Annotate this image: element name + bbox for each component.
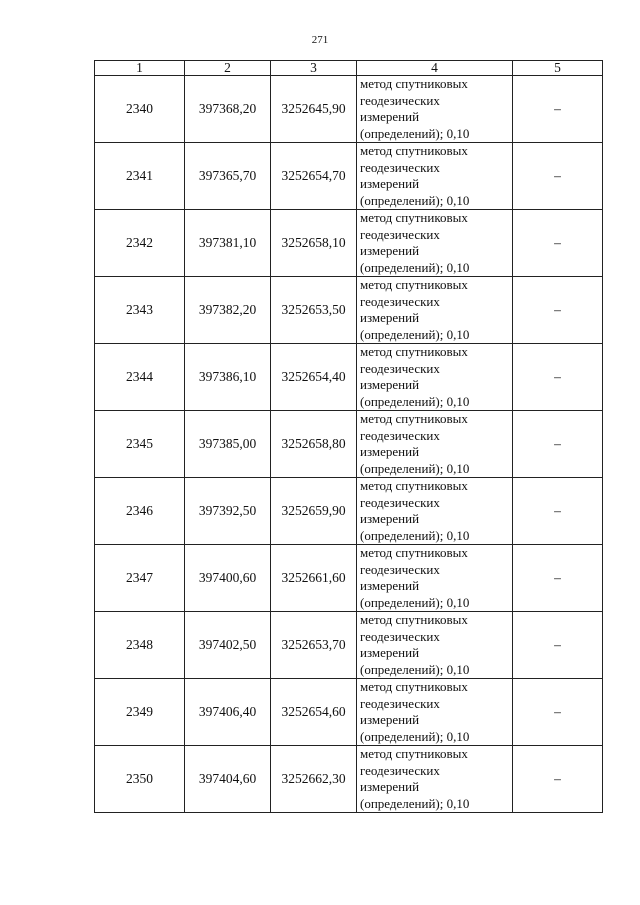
y-coordinate-cell: 3252654,40 bbox=[271, 344, 357, 411]
x-coordinate-cell: 397406,40 bbox=[185, 679, 271, 746]
point-number-cell: 2341 bbox=[95, 143, 185, 210]
y-coordinate-cell: 3252658,80 bbox=[271, 411, 357, 478]
note-cell: – bbox=[513, 545, 603, 612]
y-coordinate-cell: 3252662,30 bbox=[271, 746, 357, 813]
method-line: метод спутниковых bbox=[360, 210, 468, 225]
method-line: метод спутниковых bbox=[360, 478, 468, 493]
y-coordinate-cell: 3252645,90 bbox=[271, 76, 357, 143]
x-coordinate-cell: 397386,10 bbox=[185, 344, 271, 411]
method-line: метод спутниковых bbox=[360, 746, 468, 761]
point-number-cell: 2348 bbox=[95, 612, 185, 679]
method-line: геодезических bbox=[360, 427, 440, 443]
header-col-5: 5 bbox=[513, 61, 603, 76]
method-line: измерений bbox=[360, 176, 420, 191]
method-line: метод спутниковых bbox=[360, 344, 468, 359]
method-line: (определений); 0,10 bbox=[360, 728, 470, 744]
table-row bbox=[95, 411, 603, 478]
note-cell: – bbox=[513, 210, 603, 277]
y-coordinate-cell: 3252653,50 bbox=[271, 277, 357, 344]
note-cell: – bbox=[513, 277, 603, 344]
x-coordinate-cell: 397382,20 bbox=[185, 277, 271, 344]
note-cell: – bbox=[513, 478, 603, 545]
method-line: (определений); 0,10 bbox=[360, 460, 470, 476]
note-cell: – bbox=[513, 76, 603, 143]
method-line: метод спутниковых bbox=[360, 679, 468, 694]
method-line: (определений); 0,10 bbox=[360, 326, 470, 342]
method-line: измерений bbox=[360, 578, 420, 593]
method-line: измерений bbox=[360, 243, 420, 258]
table-row bbox=[95, 679, 603, 746]
x-coordinate-cell: 397400,60 bbox=[185, 545, 271, 612]
method-line: геодезических bbox=[360, 628, 440, 644]
x-coordinate-cell: 397402,50 bbox=[185, 612, 271, 679]
note-cell: – bbox=[513, 411, 603, 478]
method-line: метод спутниковых bbox=[360, 143, 468, 158]
table-row bbox=[95, 277, 603, 344]
point-number-cell: 2340 bbox=[95, 76, 185, 143]
table-row bbox=[95, 746, 603, 813]
table-row bbox=[95, 210, 603, 277]
method-cell bbox=[357, 478, 513, 545]
header-col-2: 2 bbox=[185, 61, 271, 76]
note-cell: – bbox=[513, 746, 603, 813]
y-coordinate-cell: 3252661,60 bbox=[271, 545, 357, 612]
table-row bbox=[95, 143, 603, 210]
point-number-cell: 2345 bbox=[95, 411, 185, 478]
table-row bbox=[95, 344, 603, 411]
table-row bbox=[95, 612, 603, 679]
method-line: измерений bbox=[360, 310, 420, 325]
method-line: геодезических bbox=[360, 360, 440, 376]
y-coordinate-cell: 3252654,70 bbox=[271, 143, 357, 210]
method-cell bbox=[357, 344, 513, 411]
method-line: метод спутниковых bbox=[360, 277, 468, 292]
x-coordinate-cell: 397404,60 bbox=[185, 746, 271, 813]
method-line: геодезических bbox=[360, 762, 440, 778]
method-line: (определений); 0,10 bbox=[360, 527, 470, 543]
method-line: измерений bbox=[360, 511, 420, 526]
method-line: геодезических bbox=[360, 92, 440, 108]
note-cell: – bbox=[513, 344, 603, 411]
header-col-3: 3 bbox=[271, 61, 357, 76]
point-number-cell: 2342 bbox=[95, 210, 185, 277]
page-number: 271 bbox=[311, 34, 329, 46]
table-row bbox=[95, 478, 603, 545]
note-cell: – bbox=[513, 612, 603, 679]
method-line: геодезических bbox=[360, 293, 440, 309]
x-coordinate-cell: 397365,70 bbox=[185, 143, 271, 210]
table-body bbox=[95, 76, 603, 813]
table-header bbox=[95, 61, 603, 76]
x-coordinate-cell: 397381,10 bbox=[185, 210, 271, 277]
method-line: метод спутниковых bbox=[360, 545, 468, 560]
method-cell bbox=[357, 746, 513, 813]
x-coordinate-cell: 397392,50 bbox=[185, 478, 271, 545]
method-cell bbox=[357, 612, 513, 679]
header-col-4: 4 bbox=[357, 61, 513, 76]
method-line: измерений bbox=[360, 109, 420, 124]
method-line: геодезических bbox=[360, 561, 440, 577]
method-line: (определений); 0,10 bbox=[360, 795, 470, 811]
method-line: измерений bbox=[360, 779, 420, 794]
method-cell bbox=[357, 411, 513, 478]
point-number-cell: 2343 bbox=[95, 277, 185, 344]
y-coordinate-cell: 3252658,10 bbox=[271, 210, 357, 277]
method-cell bbox=[357, 277, 513, 344]
method-cell bbox=[357, 210, 513, 277]
method-line: (определений); 0,10 bbox=[360, 125, 470, 141]
y-coordinate-cell: 3252654,60 bbox=[271, 679, 357, 746]
method-line: геодезических bbox=[360, 695, 440, 711]
method-cell bbox=[357, 143, 513, 210]
method-line: (определений); 0,10 bbox=[360, 661, 470, 677]
method-line: (определений); 0,10 bbox=[360, 594, 470, 610]
method-line: измерений bbox=[360, 444, 420, 459]
method-line: метод спутниковых bbox=[360, 612, 468, 627]
method-line: измерений bbox=[360, 645, 420, 660]
method-cell bbox=[357, 679, 513, 746]
y-coordinate-cell: 3252653,70 bbox=[271, 612, 357, 679]
note-cell: – bbox=[513, 143, 603, 210]
method-line: метод спутниковых bbox=[360, 76, 468, 91]
method-line: (определений); 0,10 bbox=[360, 192, 470, 208]
method-line: (определений); 0,10 bbox=[360, 259, 470, 275]
method-line: геодезических bbox=[360, 494, 440, 510]
method-line: геодезических bbox=[360, 226, 440, 242]
header-row bbox=[95, 61, 603, 76]
method-line: измерений bbox=[360, 377, 420, 392]
table-row bbox=[95, 545, 603, 612]
table-row bbox=[95, 76, 603, 143]
method-line: измерений bbox=[360, 712, 420, 727]
method-line: геодезических bbox=[360, 159, 440, 175]
point-number-cell: 2350 bbox=[95, 746, 185, 813]
point-number-cell: 2347 bbox=[95, 545, 185, 612]
point-number-cell: 2346 bbox=[95, 478, 185, 545]
point-number-cell: 2344 bbox=[95, 344, 185, 411]
note-cell: – bbox=[513, 679, 603, 746]
y-coordinate-cell: 3252659,90 bbox=[271, 478, 357, 545]
coordinates-table bbox=[94, 60, 603, 813]
x-coordinate-cell: 397385,00 bbox=[185, 411, 271, 478]
method-cell bbox=[357, 545, 513, 612]
x-coordinate-cell: 397368,20 bbox=[185, 76, 271, 143]
method-line: метод спутниковых bbox=[360, 411, 468, 426]
header-col-1: 1 bbox=[95, 61, 185, 76]
point-number-cell: 2349 bbox=[95, 679, 185, 746]
method-cell bbox=[357, 76, 513, 143]
method-line: (определений); 0,10 bbox=[360, 393, 470, 409]
